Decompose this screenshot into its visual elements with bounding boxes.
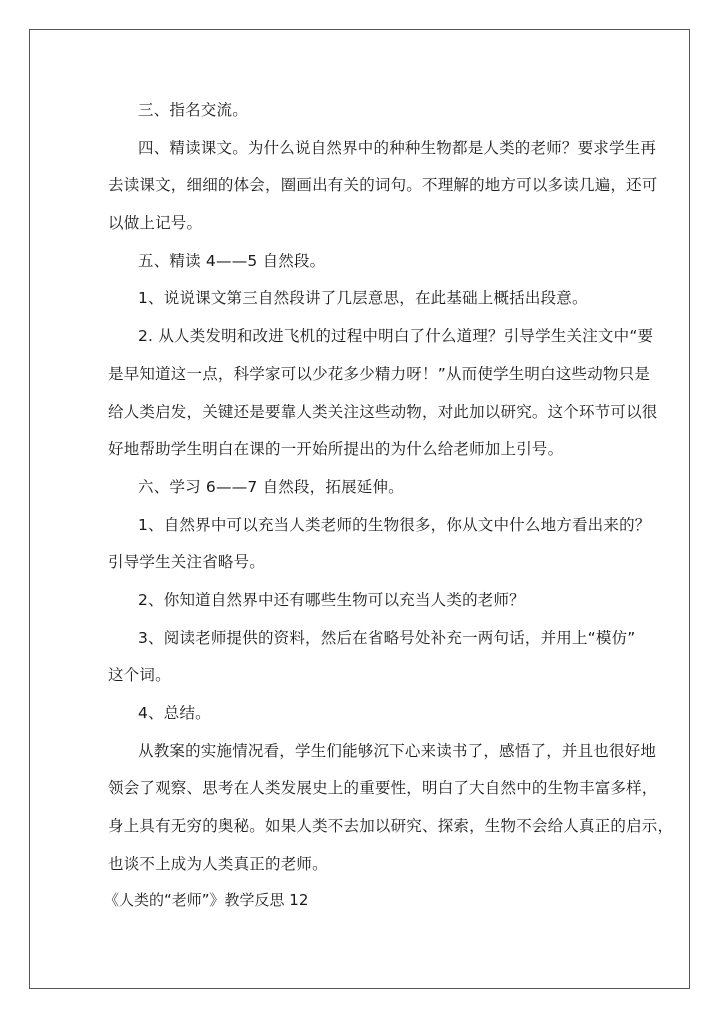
- text-line: 是早知道这一点，科学家可以少花多少精力呀！”从而使学生明白这些动物只是: [108, 364, 651, 383]
- document-body: [108, 92, 674, 883]
- text-line: 1、自然界中可以充当人类老师的生物很多，你从文中什么地方看出来的？: [138, 515, 651, 534]
- text-line: 2、你知道自然界中还有哪些生物可以充当人类的老师？: [138, 590, 525, 609]
- text-line: 2. 从人类发明和改进飞机的过程中明白了什么道理？引导学生关注文中“要: [138, 327, 654, 346]
- text-line: 引导学生关注省略号。: [108, 553, 266, 572]
- text-line: 1、说说课文第三自然段讲了几层意思，在此基础上概括出段意。: [138, 289, 588, 308]
- text-line: 身上具有无穷的奥秘。如果人类不去加以研究、探索，生物不会给人真正的启示，: [108, 817, 674, 836]
- text-line: 六、学习 6——7 自然段，拓展延伸。: [138, 477, 404, 496]
- text-line: 给人类启发，关键还是要靠人类关注这些动物，对此加以研究。这个环节可以很: [108, 402, 658, 421]
- text-line: 这个词。: [108, 666, 171, 685]
- text-line: 四、精读课文。为什么说自然界中的种种生物都是人类的老师？要求学生再: [138, 138, 657, 157]
- text-line: 4、总结。: [138, 704, 211, 722]
- next-section-title: 《人类的“老师”》教学反思 12: [104, 891, 309, 909]
- text-line: 领会了观察、思考在人类发展史上的重要性，明白了大自然中的生物丰富多样，: [108, 779, 658, 798]
- text-line: 三、指名交流。: [138, 101, 248, 119]
- text-line: 从教案的实施情况看，学生们能够沉下心来读书了，感悟了，并且也很好地: [138, 741, 657, 760]
- text-line: 五、精读 4——5 自然段。: [138, 251, 326, 270]
- text-line: 好地帮助学生明白在课的一开始所提出的为什么给老师加上引号。: [108, 440, 564, 459]
- text-line: 也谈不上成为人类真正的老师。: [108, 854, 328, 873]
- text-line: 3、阅读老师提供的资料，然后在省略号处补充一两句话，并用上“模仿”: [138, 628, 636, 647]
- text-line: 以做上记号。: [108, 214, 203, 233]
- text-line: 去读课文，细细的体会，圈画出有关的词句。不理解的地方可以多读几遍，还可: [108, 176, 658, 195]
